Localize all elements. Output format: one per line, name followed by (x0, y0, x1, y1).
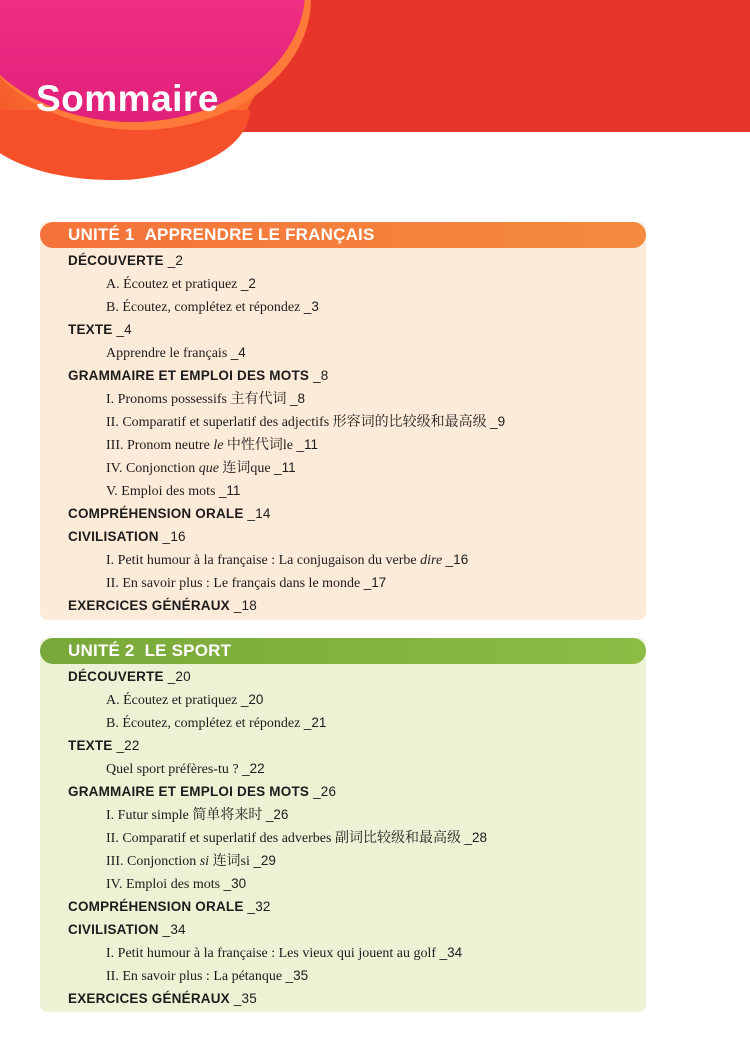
entry-text: B. Écoutez, complétez et répondez (106, 300, 301, 315)
unit-1-theme: APPRENDRE LE FRANÇAIS (144, 225, 375, 244)
entry-page-number: _22 (116, 738, 140, 753)
toc-subentry (40, 688, 646, 711)
entry-page-number: _3 (303, 299, 319, 314)
entry-text: CIVILISATION (68, 529, 159, 544)
entry-page-number: _20 (240, 692, 264, 707)
entry-text: COMPRÉHENSION ORALE (68, 506, 244, 521)
toc-subentry (40, 295, 646, 318)
entry-text: II. Comparatif et superlatif des adverbes 副词比较级和最高级 (106, 831, 461, 846)
entry-page-number: _4 (230, 345, 246, 360)
toc-subentry (40, 872, 646, 895)
toc-subentry (40, 757, 646, 780)
unit-2-header (40, 638, 646, 664)
toc-subentry (40, 433, 646, 456)
entry-page-number: _11 (274, 460, 296, 475)
toc-subentry (40, 272, 646, 295)
unit-1-title: UNITÉ 1 (68, 225, 135, 244)
toc-subentry (40, 803, 646, 826)
entry-text: A. Écoutez et pratiquez (106, 277, 238, 292)
entry-text: V. Emploi des mots (106, 484, 216, 499)
entry-page-number: _9 (490, 414, 506, 429)
toc-section-entry (40, 249, 646, 272)
entry-italic-term: que (198, 461, 219, 476)
toc-subentry (40, 711, 646, 734)
entry-text: TEXTE (68, 738, 113, 753)
toc-subentry (40, 964, 646, 987)
page-title: Sommaire (36, 78, 219, 119)
entry-page-number: _11 (296, 437, 319, 452)
toc-section-entry (40, 918, 646, 941)
entry-page-number: _20 (167, 669, 191, 684)
toc-subentry (40, 456, 646, 479)
entry-page-number: _34 (439, 945, 463, 960)
toc-subentry (40, 941, 646, 964)
entry-page-number: _16 (162, 529, 186, 544)
entry-text: A. Écoutez et pratiquez (106, 693, 238, 708)
entry-page-number: _14 (247, 506, 271, 521)
entry-page-number: _29 (253, 853, 276, 868)
entry-text: IV. Emploi des mots (106, 877, 221, 892)
entry-text: EXERCICES GÉNÉRAUX (68, 598, 230, 613)
entry-page-number: _21 (303, 715, 327, 730)
toc-section-entry (40, 502, 646, 525)
unit-2-theme: LE SPORT (144, 641, 232, 660)
toc-section-entry (40, 987, 646, 1010)
entry-text: B. Écoutez, complétez et répondez (106, 716, 301, 731)
entry-page-number: _8 (313, 368, 329, 383)
entry-page-number: _22 (242, 761, 265, 776)
toc-section-entry (40, 895, 646, 918)
toc-section-entry (40, 594, 646, 617)
entry-page-number: _26 (313, 784, 337, 799)
entry-text-suffix: 连词si (209, 854, 250, 869)
entry-italic-term: si (199, 854, 210, 869)
entry-text: I. Pronoms possessifs 主有代词 (106, 392, 287, 407)
entry-text: DÉCOUVERTE (68, 253, 164, 268)
toc-section-entry (40, 780, 646, 803)
entry-page-number: _11 (218, 483, 241, 498)
entry-text: II. En savoir plus : La pétanque (106, 969, 283, 984)
unit-1-section (40, 222, 646, 620)
entry-text: III. Conjonction (106, 854, 200, 869)
entry-italic-term: le (213, 438, 224, 453)
entry-page-number: _35 (285, 968, 309, 983)
toc-subentry (40, 479, 646, 502)
entry-page-number: _2 (240, 276, 256, 291)
entry-text: EXERCICES GÉNÉRAUX (68, 991, 230, 1006)
entry-text-suffix: 连词que (218, 461, 271, 476)
toc-section-entry (40, 734, 646, 757)
toc-section-entry (40, 364, 646, 387)
entry-page-number: _32 (247, 899, 271, 914)
toc-subentry (40, 826, 646, 849)
toc-subentry (40, 548, 646, 571)
entry-text: II. Comparatif et superlatif des adjectifs 形容词的比较级和最高级 (106, 415, 487, 430)
entry-text: I. Futur simple 简单将来时 (106, 808, 263, 823)
toc-subentry (40, 410, 646, 433)
entry-page-number: _16 (445, 552, 469, 567)
entry-page-number: _4 (116, 322, 132, 337)
entry-page-number: _30 (223, 876, 247, 891)
unit-2-entries (40, 664, 646, 1010)
entry-text: DÉCOUVERTE (68, 669, 164, 684)
toc-subentry (40, 571, 646, 594)
entry-page-number: _34 (162, 922, 186, 937)
entry-page-number: _8 (289, 391, 305, 406)
entry-page-number: _26 (265, 807, 289, 822)
unit-2-title: UNITÉ 2 (68, 641, 135, 660)
unit-1-header (40, 222, 646, 248)
entry-text: GRAMMAIRE ET EMPLOI DES MOTS (68, 368, 310, 383)
entry-text: I. Petit humour à la française : Les vieux qui jouent au golf (106, 946, 437, 961)
entry-text: IV. Conjonction (106, 461, 199, 476)
entry-page-number: _35 (233, 991, 257, 1006)
entry-italic-term: dire (420, 553, 443, 568)
toc-subentry (40, 341, 646, 364)
entry-text: II. En savoir plus : Le français dans le monde (106, 576, 361, 591)
entry-page-number: _18 (233, 598, 257, 613)
unit-2-section (40, 638, 646, 1012)
entry-text: Quel sport préfères-tu ? (106, 762, 239, 777)
entry-page-number: _28 (464, 830, 488, 845)
entry-text: III. Pronom neutre (106, 438, 214, 453)
entry-text: CIVILISATION (68, 922, 159, 937)
entry-page-number: _2 (167, 253, 184, 268)
toc-section-entry (40, 665, 646, 688)
toc-subentry (40, 387, 646, 410)
entry-page-number: _17 (363, 575, 387, 590)
entry-text: COMPRÉHENSION ORALE (68, 899, 244, 914)
entry-text: GRAMMAIRE ET EMPLOI DES MOTS (68, 784, 310, 799)
entry-text-suffix: 中性代词le (223, 438, 294, 453)
toc-section-entry (40, 318, 646, 341)
toc-subentry (40, 849, 646, 872)
toc-section-entry (40, 525, 646, 548)
unit-1-entries (40, 248, 646, 617)
entry-text: TEXTE (68, 322, 113, 337)
entry-text: I. Petit humour à la française : La conjugaison du verbe (106, 553, 421, 568)
entry-text: Apprendre le français (106, 346, 228, 361)
